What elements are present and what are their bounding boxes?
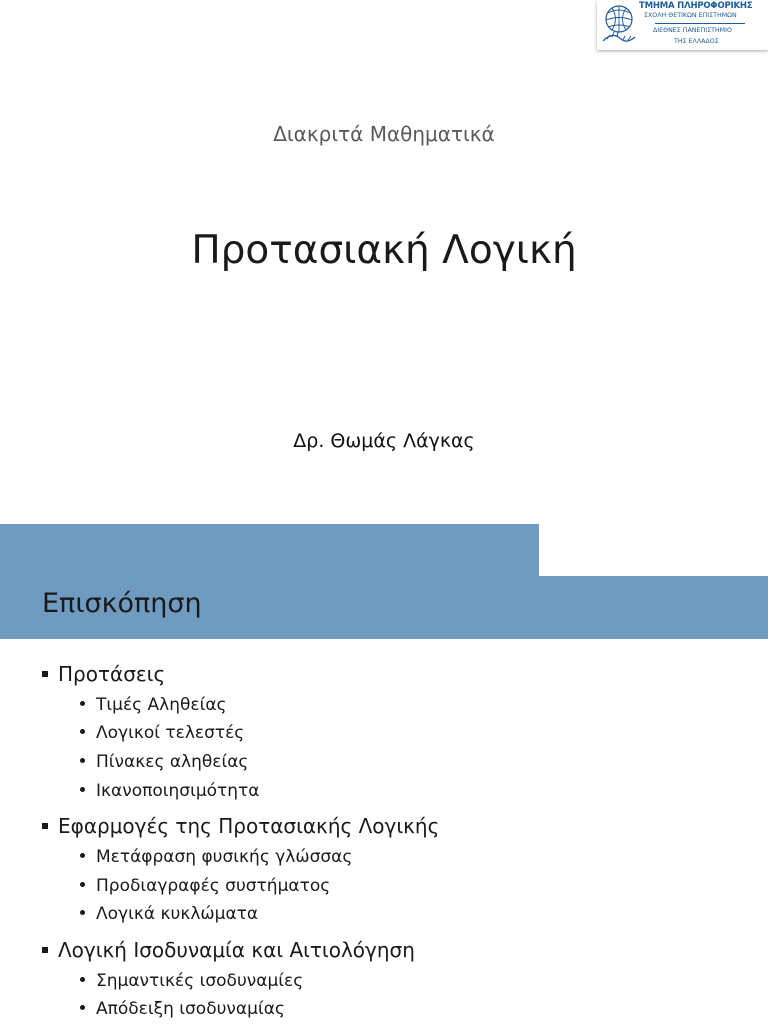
logo-university-line1: ΔΙΕΘΝΕΣ ΠΑΝΕΠΙΣΤΗΜΙΟ [653, 27, 732, 34]
header-bar-accent [0, 524, 539, 576]
list-item [80, 781, 260, 801]
list-item-text: Προδιαγραφές συστήματος [96, 876, 331, 896]
logo-school: ΣΧΟΛΗ ΘΕΤΙΚΩΝ ΕΠΙΣΤΗΜΩΝ [644, 12, 737, 19]
list-item-text: Μετάφραση φυσικής γλώσσας [96, 847, 353, 867]
bullet-icon [80, 910, 85, 915]
overview-title: Επισκόπηση [42, 588, 202, 619]
list-item-text: Ικανοποιησιμότητα [96, 781, 260, 801]
presentation-title: Προτασιακή Λογική [191, 228, 577, 273]
section-label: Προτάσεις [58, 662, 166, 686]
list-item [80, 752, 248, 772]
section-label: Λογική Ισοδυναμία και Αιτιολόγηση [58, 938, 415, 962]
list-item-text: Τιμές Αληθείας [96, 695, 227, 715]
logo-university-line2: ΤΗΣ ΕΛΛΑΔΟΣ [674, 38, 719, 45]
list-item-text: Λογικοί τελεστές [96, 723, 245, 743]
logo-divider [655, 23, 745, 24]
square-bullet-icon [42, 823, 48, 829]
section-item [42, 662, 165, 686]
list-item-text: Πίνακες αληθείας [96, 752, 249, 772]
section-label: Εφαρμογές της Προτασιακής Λογικής [58, 814, 440, 838]
square-bullet-icon [42, 671, 48, 677]
bullet-icon [80, 701, 85, 706]
list-item [80, 695, 227, 715]
course-name: Διακριτά Μαθηματικά [273, 122, 495, 146]
bullet-icon [80, 758, 85, 763]
bullet-icon [80, 729, 85, 734]
bullet-icon [80, 853, 85, 858]
section-item [42, 814, 439, 838]
university-emblem-icon [599, 1, 639, 47]
logo-department: ΤΜΗΜΑ ΠΛΗΡΟΦΟΡΙΚΗΣ [639, 1, 753, 11]
list-item [80, 723, 244, 743]
list-item [80, 999, 285, 1019]
square-bullet-icon [42, 947, 48, 953]
bullet-icon [80, 1005, 85, 1010]
list-item [80, 971, 303, 991]
list-item [80, 904, 258, 924]
bullet-icon [80, 977, 85, 982]
section-item [42, 938, 415, 962]
list-item-text: Σημαντικές ισοδυναμίες [96, 971, 304, 991]
list-item-text: Λογικά κυκλώματα [96, 904, 259, 924]
list-item [80, 847, 352, 867]
bullet-icon [80, 882, 85, 887]
author-name: Δρ. Θωμάς Λάγκας [293, 430, 475, 452]
bullet-icon [80, 787, 85, 792]
list-item-text: Απόδειξη ισοδυναμίας [96, 999, 285, 1019]
university-logo [597, 0, 768, 50]
list-item [80, 876, 330, 896]
